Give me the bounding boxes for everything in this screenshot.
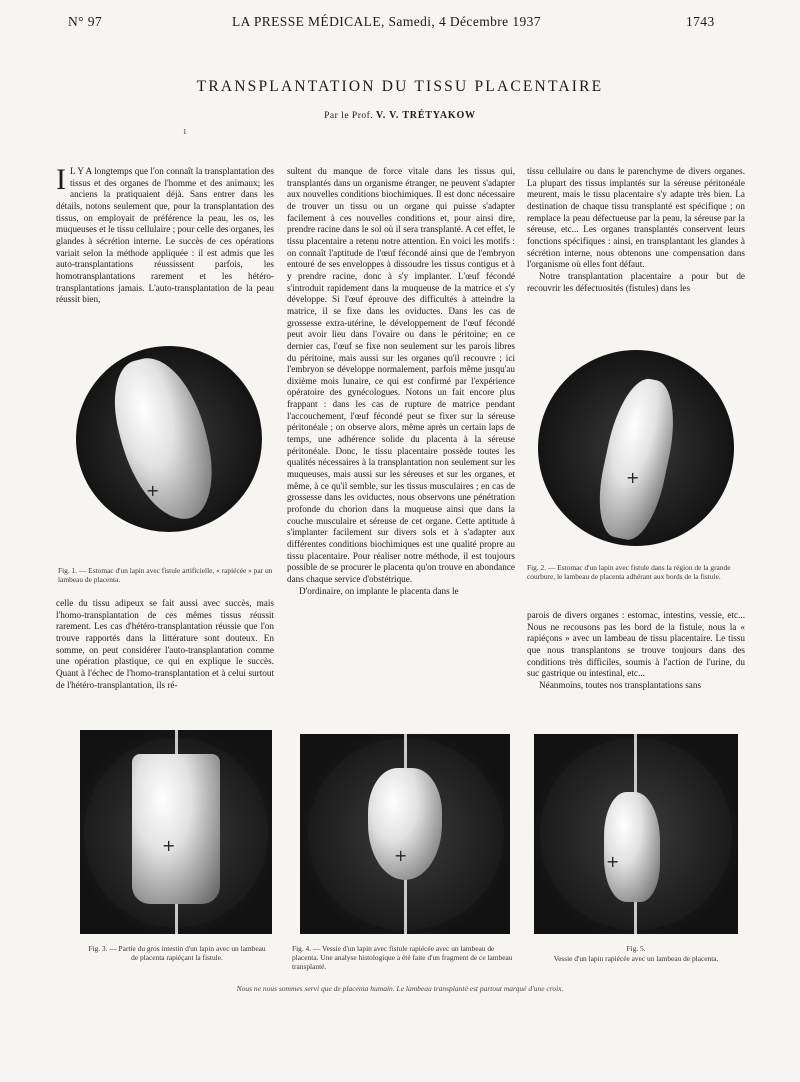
- column-1-top: [56, 166, 274, 318]
- footer-note: Nous ne nous sommes servi que de placenta humain. Le lambeau transplanté est partout marqué d'une croix.: [236, 984, 564, 993]
- cross-mark: +: [162, 836, 176, 855]
- cross-mark: +: [606, 852, 620, 871]
- col2-paragraph-1: sultent du manque de force vitale dans les tissus qui, transplantés dans un organisme étranger, ne peuvent s'adapter aux nouvelles conditions biochimiques. Il est donc nécessaire de trouver un tissu ou un organe qui puisse s'adapter facilement à ces nouvelles conditions et, pour ainsi dire, prendre racine dans le sol où il sera transplanté. A cet effet, le tissu placentaire a retenu notre attention. En voici les motifs : on connaît l'aptitude de l'œuf fécondé ainsi que de l'embryon entouré de ses enveloppes à dissoudre les tissus contigus et à y prendre racine, donc à s'y implanter. L'œuf fécondé s'introduit rapidement dans la muqueuse de la matrice et s'y développe. Si l'œuf éprouve des difficultés à atteindre la matrice, il se fixe dans les oviductes. Dans les cas de grossesse extra-utérine, le développement de l'œuf fécondé peut avoir lieu dans l'ovaire ou dans le péritoine; en ce dernier cas, l'œuf se fixe non seulement sur les parois libres du péritoine, mais aussi sur les organes qu'il recouvre ; ici l'embryon se développe normalement, parfois même jusqu'au dixième mois lunaire, ce qui est confirmé par l'expérience opératoire des gynécologues. Notons un fait encore plus frappant : dans les cas de rupture de matrice pendant l'accouchement, l'œuf fécondé peut se fixer sur la séreuse péritonéale ; on observe alors, même après un certain laps de temps, une adhérence solide du placenta à la séreuse péritonéale. Donc, le tissu placentaire possède toutes les qualités nécessaires à la transplantation non seulement sur les muqueuses, mais aussi sur les séreuses et sur les organes, et même, à ce qu'il semble, sur les tissus musculaires ; en cas de grossesse dans les oviductes, nous observons une pénétration profonde du chorion dans la muqueuse ainsi que dans la couche musculaire et séreuse de cet organe. Cette aptitude à s'implanter facilement sur divers sols et à s'adapter aux différentes conditions biochimiques est une qualité propre au tissu placentaire. Pour réaliser notre méthode, il est toujours possible de se procurer le placenta qu'on trouve en abondance dans chaque service d'obstétrique.: [287, 166, 515, 584]
- figure-5-label: Fig. 5.: [626, 944, 646, 953]
- cross-mark: +: [146, 481, 160, 500]
- page-number: 1743: [686, 14, 715, 29]
- byline: [0, 110, 800, 121]
- drop-cap: I: [56, 166, 66, 196]
- figure-3-photo: [80, 730, 272, 934]
- figure-5-photo: [534, 734, 738, 934]
- figure-2-photo: [538, 350, 734, 546]
- column-1-bottom: celle du tissu adipeux se fait aussi avec succès, mais l'homo-transplantation de ces mêmes tissus réussit rarement. Les cas d'hétéro-transplantation réussie que l'on trouve rapportés dans la littérature sont douteux. En somme, on peut considérer l'auto-transplantation comme une opération plastique, ce qui en explique le succès. Quant à l'échec de l'homo-transplantation et à celui surtout de l'hétéro-transplantation, ils ré-: [56, 598, 274, 690]
- author-name: V. V. TRÉTYAKOW: [376, 110, 476, 121]
- article-title: TRANSPLANTATION DU TISSU PLACENTAIRE: [196, 78, 604, 95]
- column-3-top: [527, 166, 745, 318]
- figure-3-caption: Fig. 3. — Partie du gros intestin d'un lapin avec un lambeau de placenta rapiéçant la fistule.: [88, 944, 266, 962]
- cross-mark: +: [626, 468, 640, 487]
- column-2: [287, 166, 515, 730]
- col1-paragraph: L Y A longtemps que l'on connaît la transplantation des tissus et des organes de l'homme et des animaux; les anciens la pratiquaient déjà. Sans entrer dans les détails, notons seulement que, pour la transplantation des tissus, on employait de préférence la peau, les os, les muqueuses et le tissu cellulaire ; pour celle des organes, les glandes à sécrétion interne. Le succès de ces opérations variait selon la méthode appliquée : il est admis que les auto-transplantations réussissent parfois, les homotransplantations rarement et les hétéro-transplantations jamais. L'auto-transplantation de la peau réussit bien,: [56, 166, 274, 305]
- journal-date: LA PRESSE MÉDICALE, Samedi, 4 Décembre 1937: [232, 14, 541, 29]
- figure-1-photo: [76, 346, 262, 532]
- figure-4-photo: [300, 734, 510, 934]
- col3-paragraph-1: tissu cellulaire ou dans le parenchyme de divers organes. La plupart des tissus implantés sur la séreuse péritonéale meurent, mais le tissu placentaire s'y adapte très bien. La destination de chaque tissu transplanté est spécifique ; on remplace la peau défectueuse par la peau, la séreuse par la séreuse, etc... Les organes transplantés conservent leurs fonctions spécifiques : ainsi, en transplantant les glandes à sécrétion interne, nous obtenons une compensation dans l'organisme où elles font défaut.: [527, 166, 745, 270]
- figure-5-caption: Vessie d'un lapin rapiécée avec un lambeau de placenta.: [553, 954, 719, 963]
- issue-number: N° 97: [68, 14, 103, 29]
- stomach-tissue: [590, 373, 684, 544]
- col3-paragraph-4: Néanmoins, toutes nos transplantations sans: [539, 679, 702, 690]
- figure-1-caption: Fig. 1. — Estomac d'un lapin avec fistule artificielle, « rapiécée » par un lambeau de placenta.: [58, 566, 273, 584]
- col3-paragraph-3: parois de divers organes : estomac, intestins, vessie, etc... Nous ne recousons pas les bord de la fistule, nous la « rapiéçons » avec un lambeau de tissu placentaire. Le tissu que nous transplantons se trouve toujours dans des conditions très difficiles, soumis à l'action de l'urine, du suc gastrique ou intestinal, etc...: [527, 610, 745, 679]
- byline-prefix: Par le Prof.: [324, 111, 374, 121]
- col3-paragraph-2: Notre transplantation placentaire a pour but de recouvrir les défectuosités (fistules) dans les: [527, 270, 745, 293]
- figure-2: [534, 350, 740, 560]
- col2-paragraph-2: D'ordinaire, on implante le placenta dans le: [299, 585, 459, 596]
- figure-4-caption: Fig. 4. — Vessie d'un lapin avec fistule rapiécée avec un lambeau de placenta. Une analyse histologique a été faite d'un fragment de ce lambeau transplanté.: [292, 944, 513, 971]
- column-3-bottom: [527, 610, 745, 730]
- figure-1: [70, 346, 270, 566]
- figure-2-caption: Fig. 2. — Estomac d'un lapin avec fistule dans la région de la grande courbure, le lambeau de placenta adhérant aux bords de la fistule.: [527, 563, 731, 581]
- stray-mark: 1: [183, 128, 187, 136]
- stomach-tissue: [103, 348, 225, 529]
- cross-mark: +: [394, 846, 408, 865]
- intestine-tissue: [132, 754, 220, 904]
- bladder-tissue: [604, 792, 660, 902]
